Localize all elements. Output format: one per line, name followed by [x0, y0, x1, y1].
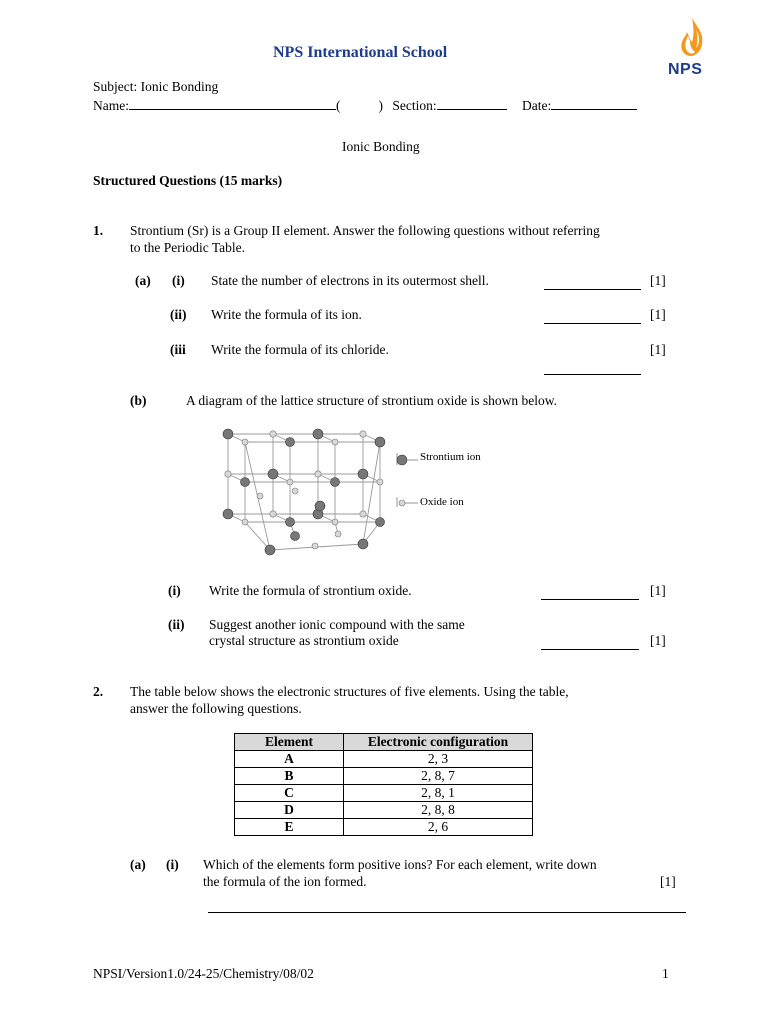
config-cell: 2, 8, 8: [344, 802, 533, 819]
table-row: [235, 751, 533, 768]
legend-oxide: Oxide ion: [420, 496, 464, 508]
config-cell: 2, 8, 7: [344, 768, 533, 785]
q1b-i-answer-line[interactable]: [541, 599, 639, 600]
q1b-i-label: (i): [168, 583, 181, 598]
date-label: Date:: [522, 98, 552, 113]
q2-text-line2: answer the following questions.: [130, 701, 302, 716]
section-heading: Structured Questions (15 marks): [93, 173, 283, 188]
element-cell: C: [235, 785, 344, 802]
q1a-ii-marks: [1]: [650, 307, 666, 322]
q1a-i-marks: [1]: [650, 273, 666, 288]
q1a-ii-text: Write the formula of its ion.: [211, 307, 362, 322]
index-blank[interactable]: [341, 98, 379, 110]
date-blank[interactable]: [551, 97, 637, 110]
q1a-i-text: State the number of electrons in its outermost shell.: [211, 273, 489, 288]
q2a-i-text-line2: the formula of the ion formed.: [203, 874, 367, 889]
q2a-label: (a): [130, 857, 146, 872]
logo-text: NPS: [668, 61, 703, 78]
table-header-row: [235, 734, 533, 751]
legend-strontium: Strontium ion: [420, 451, 481, 463]
q1a-label: (a): [135, 273, 151, 288]
q1b-ii-marks: [1]: [650, 633, 666, 648]
strontium-legend-marker: [397, 455, 407, 465]
q2-text-line1: The table below shows the electronic structures of five elements. Using the table,: [130, 684, 569, 699]
q1a-iii-text: Write the formula of its chloride.: [211, 342, 389, 357]
q2a-i-text-line1: Which of the elements form positive ions? For each element, write down: [203, 857, 597, 872]
name-blank[interactable]: [129, 97, 336, 110]
q1b-label: (b): [130, 393, 147, 408]
config-cell: 2, 8, 1: [344, 785, 533, 802]
q1-number: 1.: [93, 223, 104, 238]
q1a-iii-answer-line[interactable]: [544, 374, 641, 375]
electronic-config-table: [234, 733, 533, 836]
q1b-i-text: Write the formula of strontium oxide.: [209, 583, 412, 598]
footer-code: NPSI/Version1.0/24-25/Chemistry/08/02: [93, 966, 314, 981]
q2a-i-label: (i): [166, 857, 179, 872]
q1-text-line2: to the Periodic Table.: [130, 240, 246, 255]
q1a-i-answer-line[interactable]: [544, 289, 641, 290]
table-row: [235, 768, 533, 785]
table-row: [235, 785, 533, 802]
name-line: [93, 97, 637, 114]
column-header-element: Element: [235, 734, 344, 751]
q1-text-line1: Strontium (Sr) is a Group II element. Answer the following questions without referring: [130, 223, 600, 238]
q1b-ii-label: (ii): [168, 617, 185, 632]
page-number: 1: [662, 966, 669, 981]
q1b-text: A diagram of the lattice structure of strontium oxide is shown below.: [186, 393, 558, 408]
q1b-i-marks: [1]: [650, 583, 666, 598]
oxide-ions: [225, 431, 383, 549]
school-logo: [652, 14, 732, 80]
q1a-i-label: (i): [172, 273, 185, 288]
q2-number: 2.: [93, 684, 104, 699]
element-cell: D: [235, 802, 344, 819]
school-name: NPS International School: [273, 44, 448, 61]
q2a-i-answer-line[interactable]: [208, 912, 686, 913]
subject-line: Subject: Ionic Bonding: [93, 79, 219, 94]
table-row: [235, 819, 533, 836]
oxide-legend-marker: [399, 500, 405, 506]
element-cell: E: [235, 819, 344, 836]
lattice-diagram: [210, 416, 510, 561]
strontium-ions: [223, 429, 385, 555]
name-label: Name:: [93, 98, 129, 113]
q1a-iii-marks: [1]: [650, 342, 666, 357]
page-title: Ionic Bonding: [342, 139, 420, 154]
q1b-ii-text-line2: crystal structure as strontium oxide: [209, 633, 399, 648]
section-blank[interactable]: [437, 97, 507, 110]
q1a-iii-label: (iii: [170, 342, 186, 357]
config-cell: 2, 6: [344, 819, 533, 836]
element-cell: A: [235, 751, 344, 768]
config-cell: 2, 3: [344, 751, 533, 768]
paren-close: ): [378, 98, 383, 113]
q1b-ii-answer-line[interactable]: [541, 649, 639, 650]
q2a-i-marks: [1]: [660, 874, 676, 889]
q1a-ii-answer-line[interactable]: [544, 323, 641, 324]
table-row: [235, 802, 533, 819]
column-header-config: Electronic configuration: [344, 734, 533, 751]
section-label: Section:: [392, 98, 437, 113]
q1a-ii-label: (ii): [170, 307, 187, 322]
q1b-ii-text-line1: Suggest another ionic compound with the same: [209, 617, 465, 632]
paren-open: (: [336, 98, 341, 113]
element-cell: B: [235, 768, 344, 785]
